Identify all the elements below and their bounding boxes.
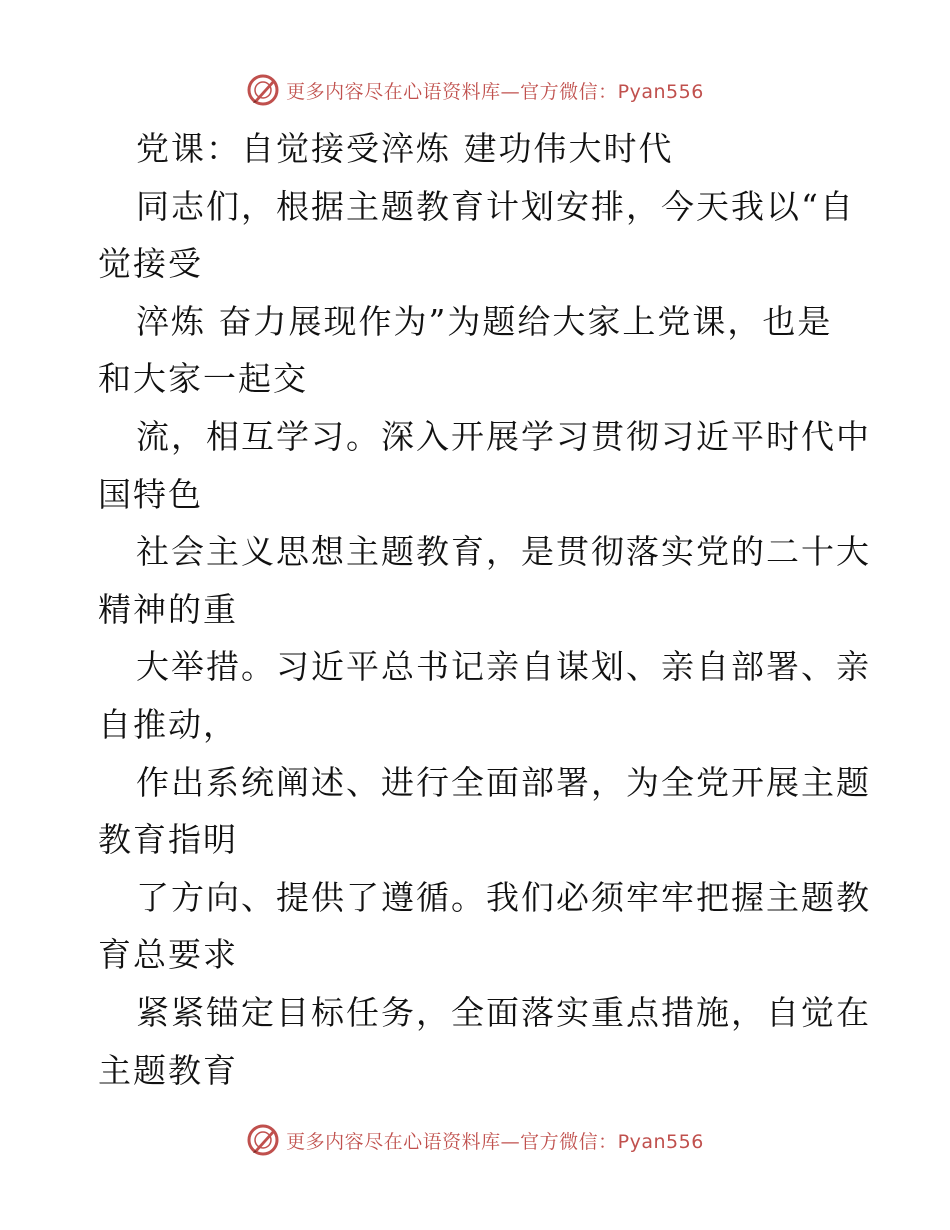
paragraph-line: 紧紧锚定目标任务，全面落实重点措施，自觉在 — [136, 992, 871, 1032]
footer-banner — [0, 1120, 950, 1160]
paragraph-line: 精神的重 — [98, 589, 238, 629]
paragraph-line: 和大家一起交 — [98, 359, 308, 399]
header-banner-text: 更多内容尽在心语资料库—官方微信：Pyan556 — [286, 80, 704, 103]
paragraph-line: 流，相互学习。深入开展学习贯彻习近平时代中 — [136, 416, 871, 456]
pen-circle-logo-icon — [246, 1123, 280, 1157]
paragraph-line: 觉接受 — [98, 244, 203, 284]
header-banner — [0, 70, 950, 110]
paragraph-line: 了方向、提供了遵循。我们必须牢牢把握主题教 — [136, 877, 871, 917]
paragraph-line: 国特色 — [98, 474, 203, 514]
document-body — [98, 120, 871, 1099]
paragraph-line: 自推动， — [98, 704, 238, 744]
pen-circle-logo-icon — [246, 73, 280, 107]
paragraph-line: 社会主义思想主题教育，是贯彻落实党的二十大 — [136, 532, 871, 572]
paragraph-line: 同志们，根据主题教育计划安排，今天我以“自 — [136, 186, 855, 226]
paragraph-line: 育总要求 — [98, 935, 238, 975]
paragraph-line: 主题教育 — [98, 1050, 238, 1090]
paragraph-line: 作出系统阐述、进行全面部署，为全党开展主题 — [136, 762, 871, 802]
paragraph-line: 大举措。习近平总书记亲自谋划、亲自部署、亲 — [136, 647, 871, 687]
paragraph-line: 淬炼 奋力展现作为”为题给大家上党课，也是 — [136, 301, 833, 341]
paragraph-line: 教育指明 — [98, 820, 238, 860]
footer-banner-text: 更多内容尽在心语资料库—官方微信：Pyan556 — [286, 1130, 704, 1153]
document-title: 党课：自觉接受淬炼 建功伟大时代 — [136, 129, 674, 168]
